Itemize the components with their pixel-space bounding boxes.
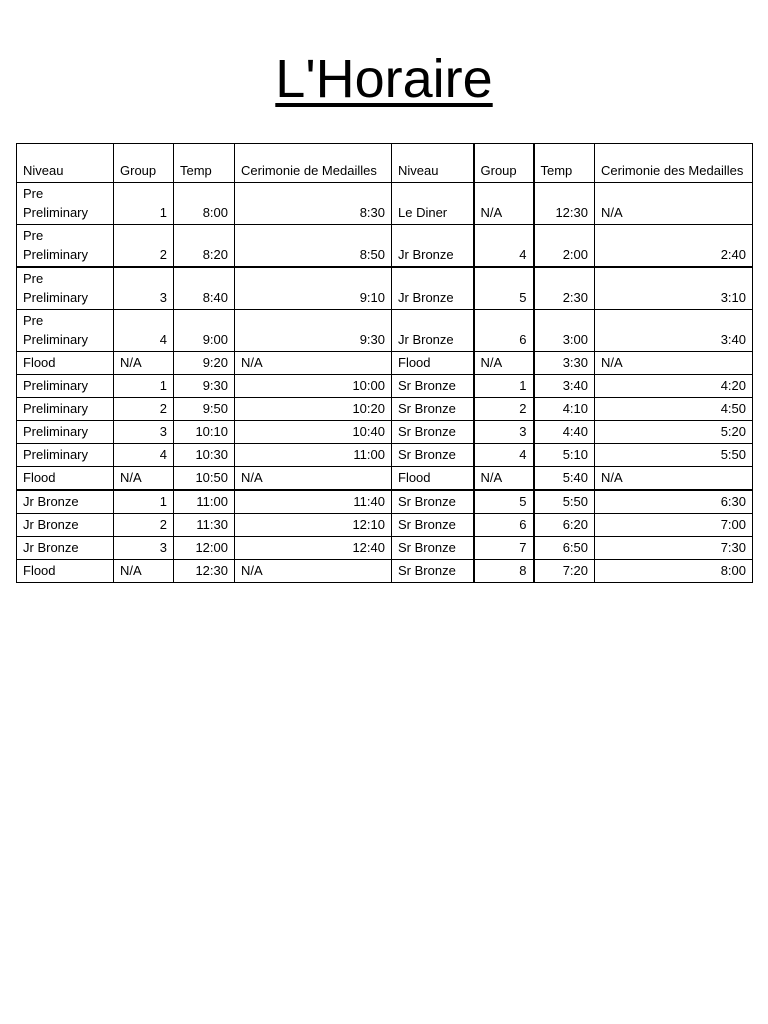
- table-cell: 3: [114, 267, 174, 310]
- table-cell: N/A: [114, 352, 174, 375]
- table-cell: 6:30: [595, 490, 753, 514]
- table-cell: 4: [114, 444, 174, 467]
- table-cell: 12:40: [235, 537, 392, 560]
- table-cell: 4:50: [595, 398, 753, 421]
- table-cell: Sr Bronze: [392, 398, 474, 421]
- schedule-table: [16, 143, 753, 583]
- table-cell: 10:20: [235, 398, 392, 421]
- table-row: [17, 444, 753, 467]
- table-cell: N/A: [474, 183, 534, 225]
- table-cell: Preliminary: [17, 398, 114, 421]
- table-cell: 10:00: [235, 375, 392, 398]
- table-cell: N/A: [474, 352, 534, 375]
- table-cell: 9:30: [235, 310, 392, 352]
- table-row: [17, 537, 753, 560]
- table-cell: 5:50: [534, 490, 595, 514]
- table-cell: Pre Preliminary: [17, 225, 114, 268]
- table-cell: N/A: [235, 352, 392, 375]
- table-cell: 4:20: [595, 375, 753, 398]
- table-cell: 8:50: [235, 225, 392, 268]
- header-cell: Niveau: [392, 144, 474, 183]
- table-cell: 8:00: [595, 560, 753, 583]
- table-row: [17, 352, 753, 375]
- header-cell: Niveau: [17, 144, 114, 183]
- table-cell: 4: [474, 444, 534, 467]
- table-cell: 3:00: [534, 310, 595, 352]
- table-cell: 7:20: [534, 560, 595, 583]
- table-header-row: [17, 144, 753, 183]
- table-cell: 8:40: [174, 267, 235, 310]
- page-title: [0, 49, 768, 109]
- table-cell: 3: [474, 421, 534, 444]
- table-cell: 2:40: [595, 225, 753, 268]
- table-row: [17, 514, 753, 537]
- table-cell: 5:10: [534, 444, 595, 467]
- table-row: [17, 267, 753, 310]
- table-row: [17, 310, 753, 352]
- table-cell: Jr Bronze: [392, 267, 474, 310]
- table-row: [17, 375, 753, 398]
- schedule-table-body: [17, 144, 753, 583]
- table-cell: 3:40: [534, 375, 595, 398]
- table-cell: Pre Preliminary: [17, 310, 114, 352]
- table-cell: N/A: [235, 560, 392, 583]
- table-cell: Flood: [17, 560, 114, 583]
- table-cell: 9:10: [235, 267, 392, 310]
- table-cell: 10:40: [235, 421, 392, 444]
- table-cell: 2: [474, 398, 534, 421]
- table-cell: Sr Bronze: [392, 375, 474, 398]
- table-row: [17, 183, 753, 225]
- table-cell: Jr Bronze: [17, 490, 114, 514]
- table-cell: N/A: [595, 352, 753, 375]
- table-cell: 3:40: [595, 310, 753, 352]
- table-cell: Jr Bronze: [392, 310, 474, 352]
- table-cell: 4:40: [534, 421, 595, 444]
- table-cell: 7:30: [595, 537, 753, 560]
- table-cell: Pre Preliminary: [17, 267, 114, 310]
- header-cell: Group: [474, 144, 534, 183]
- table-cell: Sr Bronze: [392, 560, 474, 583]
- table-cell: Jr Bronze: [17, 537, 114, 560]
- table-cell: N/A: [595, 183, 753, 225]
- table-cell: 9:50: [174, 398, 235, 421]
- table-cell: Sr Bronze: [392, 444, 474, 467]
- table-cell: 6:20: [534, 514, 595, 537]
- table-cell: Flood: [392, 352, 474, 375]
- table-cell: N/A: [474, 467, 534, 491]
- header-cell: Group: [114, 144, 174, 183]
- table-cell: Pre Preliminary: [17, 183, 114, 225]
- table-cell: 4: [474, 225, 534, 268]
- table-cell: Jr Bronze: [392, 225, 474, 268]
- table-cell: 5: [474, 267, 534, 310]
- table-cell: 6: [474, 514, 534, 537]
- table-cell: 8:30: [235, 183, 392, 225]
- table-cell: 6:50: [534, 537, 595, 560]
- table-cell: 1: [474, 375, 534, 398]
- table-cell: 2: [114, 398, 174, 421]
- header-cell: Temp: [534, 144, 595, 183]
- table-cell: 3:30: [534, 352, 595, 375]
- table-cell: 1: [114, 375, 174, 398]
- table-cell: 10:10: [174, 421, 235, 444]
- table-cell: 9:20: [174, 352, 235, 375]
- table-cell: N/A: [114, 467, 174, 491]
- table-cell: 2: [114, 514, 174, 537]
- table-cell: 11:30: [174, 514, 235, 537]
- page-title-text: L'Horaire: [275, 49, 493, 109]
- table-cell: 2: [114, 225, 174, 268]
- table-cell: 1: [114, 183, 174, 225]
- table-cell: N/A: [114, 560, 174, 583]
- table-cell: 8: [474, 560, 534, 583]
- table-cell: 10:30: [174, 444, 235, 467]
- table-row: [17, 398, 753, 421]
- table-cell: Le Diner: [392, 183, 474, 225]
- table-cell: Sr Bronze: [392, 490, 474, 514]
- table-cell: 8:00: [174, 183, 235, 225]
- table-cell: 10:50: [174, 467, 235, 491]
- table-cell: 5:40: [534, 467, 595, 491]
- table-cell: Flood: [392, 467, 474, 491]
- table-cell: 12:30: [534, 183, 595, 225]
- table-cell: 9:30: [174, 375, 235, 398]
- table-cell: Sr Bronze: [392, 537, 474, 560]
- table-cell: 4:10: [534, 398, 595, 421]
- table-row: [17, 421, 753, 444]
- table-cell: 9:00: [174, 310, 235, 352]
- table-cell: Preliminary: [17, 375, 114, 398]
- table-cell: 5:50: [595, 444, 753, 467]
- table-cell: Preliminary: [17, 444, 114, 467]
- table-cell: 8:20: [174, 225, 235, 268]
- table-row: [17, 225, 753, 268]
- table-cell: Sr Bronze: [392, 514, 474, 537]
- table-cell: N/A: [595, 467, 753, 491]
- table-cell: 2:00: [534, 225, 595, 268]
- table-row: [17, 490, 753, 514]
- header-cell: Cerimonie des Medailles: [595, 144, 753, 183]
- table-cell: Jr Bronze: [17, 514, 114, 537]
- table-cell: 3: [114, 537, 174, 560]
- table-cell: 12:00: [174, 537, 235, 560]
- table-cell: Flood: [17, 467, 114, 491]
- header-cell: Temp: [174, 144, 235, 183]
- table-cell: 6: [474, 310, 534, 352]
- table-cell: N/A: [235, 467, 392, 491]
- table-cell: Flood: [17, 352, 114, 375]
- table-cell: 5: [474, 490, 534, 514]
- table-cell: 3: [114, 421, 174, 444]
- table-cell: 12:10: [235, 514, 392, 537]
- table-row: [17, 467, 753, 491]
- table-cell: Preliminary: [17, 421, 114, 444]
- table-cell: 11:00: [174, 490, 235, 514]
- table-cell: 11:40: [235, 490, 392, 514]
- table-cell: 7:00: [595, 514, 753, 537]
- table-cell: Sr Bronze: [392, 421, 474, 444]
- table-cell: 7: [474, 537, 534, 560]
- table-cell: 11:00: [235, 444, 392, 467]
- table-cell: 3:10: [595, 267, 753, 310]
- table-cell: 5:20: [595, 421, 753, 444]
- table-cell: 1: [114, 490, 174, 514]
- header-cell: Cerimonie de Medailles: [235, 144, 392, 183]
- table-row: [17, 560, 753, 583]
- table-cell: 4: [114, 310, 174, 352]
- table-cell: 2:30: [534, 267, 595, 310]
- table-cell: 12:30: [174, 560, 235, 583]
